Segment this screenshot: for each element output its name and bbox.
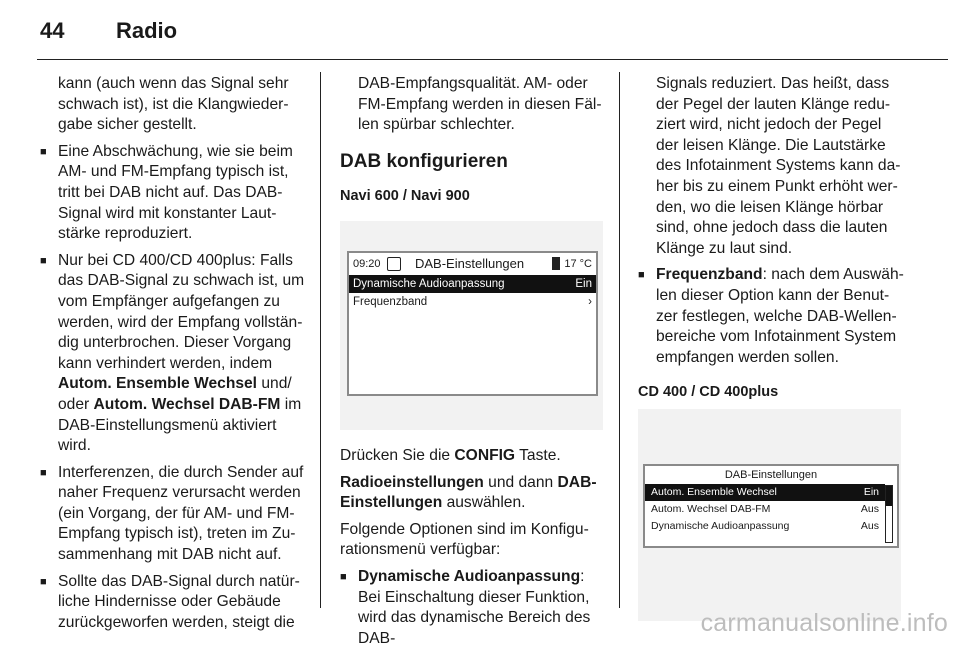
column-divider xyxy=(320,72,321,608)
dab-settings-screen xyxy=(347,251,598,396)
paragraph: kann (auch wenn das Signal sehr schwach ist), ist die Klangwieder-gabe sicher gestellt. xyxy=(58,75,289,134)
list-item: ■ Interferenzen, die durch Sender auf naher Frequenz verursacht werden (ein Vorgang, der für AM- und FM-Empfang typisch ist), treten im Zu-sammenhang mit DAB nicht auf. xyxy=(40,463,308,566)
list-item: ■ Nur bei CD 400/CD 400plus: Falls das DAB-Signal zu schwach ist, um vom Empfänger aufgefangen zu werden, wird der Empfang vollstän-dig unterbrochen. Dieser Vorgang kann verhindert werden, indem Autom. Ensemble Wechsel und/ oder Autom. Wechsel DAB-FM im DAB-Einstellungsmenü aktiviert wird. xyxy=(40,251,308,457)
paragraph: DAB-Empfangsqualität. AM- oder FM-Empfang werden in diesen Fäl-len spürbar schlechter. xyxy=(358,75,602,134)
bullet-square-icon: ■ xyxy=(40,254,47,267)
list-item: ■ Frequenzband: nach dem Auswäh-len dieser Option kann der Benut-zer festlegen, welche DAB-Wellen-bereiche vom Infotainment System empfangen werden sollen. xyxy=(638,265,904,368)
menu-item-dynamic-audio[interactable]: Dynamische Audioanpassung Aus xyxy=(651,520,879,533)
list-item: ■ Eine Abschwächung, wie sie beim AM- und FM-Empfang typisch ist, tritt bei DAB nicht auf. Das DAB-Signal wird mit konstanter Laut-stärke reproduziert. xyxy=(40,142,308,245)
menu-item-frequency-band[interactable]: Frequenzband › xyxy=(349,293,596,311)
clock-icon xyxy=(387,257,401,271)
header-rule xyxy=(37,59,948,60)
chevron-right-icon: › xyxy=(588,295,592,308)
watermark: carmanualsonline.info xyxy=(700,609,948,637)
paragraph: Radioeinstellungen und dann DAB-Einstellungen auswählen. xyxy=(340,473,597,512)
paragraph: Drücken Sie die CONFIG Taste. xyxy=(340,446,561,464)
bullet-square-icon: ■ xyxy=(40,466,47,479)
subheading: CD 400 / CD 400plus xyxy=(638,384,779,401)
screenshot-cd400 xyxy=(638,409,901,621)
bullet-square-icon: ■ xyxy=(40,575,47,588)
option-name: Autom. Ensemble Wechsel xyxy=(58,375,258,393)
column-3 xyxy=(638,74,904,621)
screenshot-navi xyxy=(340,221,603,430)
bullet-square-icon: ■ xyxy=(638,269,645,282)
paragraph: Signals reduziert. Das heißt, dass der Pegel der lauten Klänge redu-ziert wird, nicht jedoch der Pegel der leisen Klänge. Die Lautstärke des Infotainment Systems kann da-her bis zu einem Punkt erhöht wer-den, wo die leisen Klänge hörbar sind, ohne jedoch dass die lauten Klänge zu laut sind. xyxy=(656,75,901,257)
clock-time: 09:20 xyxy=(353,257,381,270)
scrollbar-thumb[interactable] xyxy=(886,486,892,506)
button-name: CONFIG xyxy=(454,446,516,464)
screen-title: DAB-Einstellungen xyxy=(415,255,525,271)
list-item: ■ Dynamische Audioanpassung: Bei Einschaltung dieser Funktion, wird das dynamische Bereich des DAB- xyxy=(340,567,606,649)
option-name: Autom. Wechsel DAB-FM xyxy=(93,395,281,413)
page-header xyxy=(40,18,177,48)
column-divider xyxy=(619,72,620,608)
bullet-square-icon: ■ xyxy=(40,145,47,158)
menu-item-ensemble-switch[interactable]: Autom. Ensemble Wechsel Ein xyxy=(645,484,885,501)
temperature: 17 °C xyxy=(564,257,592,270)
thermometer-icon xyxy=(552,257,560,270)
paragraph: Folgende Optionen sind im Konfigu-rationsmenü verfügbar: xyxy=(340,520,589,559)
screen-status-bar xyxy=(349,253,596,275)
section-title: Radio xyxy=(116,18,178,43)
dab-settings-screen xyxy=(643,464,899,548)
section-heading: DAB konfigurieren xyxy=(340,150,508,172)
bullet-square-icon: ■ xyxy=(340,570,347,583)
subheading: Navi 600 / Navi 900 xyxy=(340,188,470,205)
list-item: ■ Sollte das DAB-Signal durch natür-liche Hindernisse oder Gebäude zurückgeworfen werden, steigt die xyxy=(40,572,308,634)
screen-title: DAB-Einstellungen xyxy=(724,468,818,481)
menu-item-dab-fm-switch[interactable]: Autom. Wechsel DAB-FM Aus xyxy=(651,503,879,516)
scrollbar[interactable] xyxy=(885,485,893,543)
column-1 xyxy=(40,74,308,639)
page-number: 44 xyxy=(40,18,65,43)
menu-item-dynamic-audio[interactable]: Dynamische Audioanpassung Ein xyxy=(349,275,596,293)
column-2 xyxy=(340,74,606,655)
